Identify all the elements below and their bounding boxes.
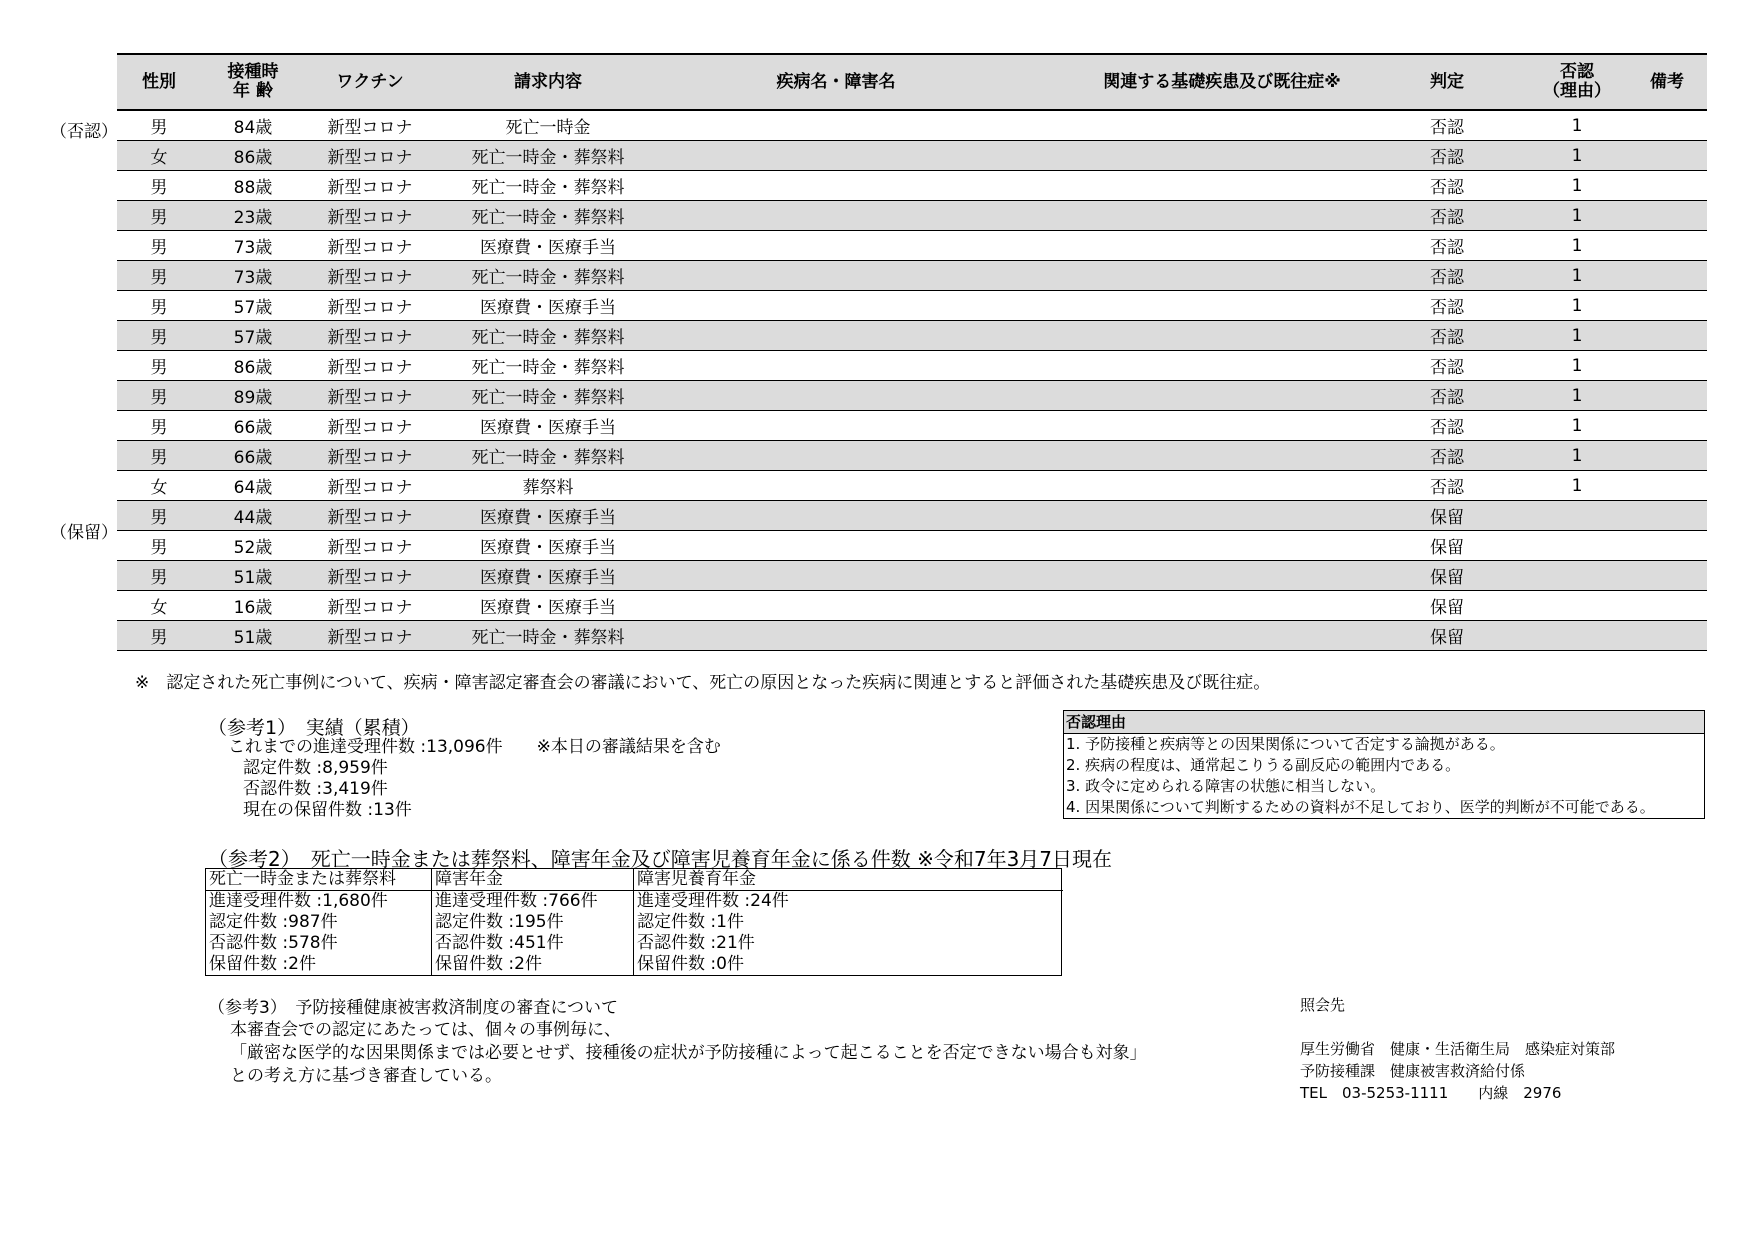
table-row [117,411,1707,441]
cell-age: 88歳 [233,178,273,198]
ref2-cell: 否認件数 :21件 [637,933,755,953]
contact-phone: TEL 03-5253-1111 内線 2976 [1300,1084,1562,1102]
cell-reason: 1 [1571,445,1583,466]
cell-reason: 1 [1571,175,1583,196]
cell-sex: 男 [150,298,168,318]
group-label-denied: （否認） [50,122,118,142]
ref2-cell: 進達受理件数 :24件 [637,891,789,911]
cell-age: 57歳 [233,328,273,348]
cell-sex: 男 [150,268,168,288]
cell-reason [1527,561,1627,590]
ref2-cell: 保留件数 :0件 [637,954,744,974]
cell-age: 23歳 [233,208,273,228]
header-age: 接種時 年 齢 [227,62,279,101]
table-row [117,231,1707,261]
cell-judgment: 否認 [1430,238,1464,258]
cell-judgment: 否認 [1430,478,1464,498]
header-judgment: 判定 [1430,71,1464,92]
cell-judgment: 否認 [1430,208,1464,228]
ref3-line1: 本審査会での認定にあたっては、個々の事例毎に、 [230,1020,621,1040]
claims-table [117,53,1707,651]
cell-age: 57歳 [233,298,273,318]
ref1-denied: 否認件数 :3,419件 [243,779,388,799]
cell-sex: 女 [150,598,168,618]
cell-reason: 1 [1571,475,1583,496]
ref2-cell: 保留件数 :2件 [435,954,542,974]
table-row [117,441,1707,471]
cell-vaccine: 新型コロナ [327,268,413,288]
cell-age: 89歳 [233,388,273,408]
ref2-cell: 保留件数 :2件 [209,954,316,974]
cell-judgment: 否認 [1430,448,1464,468]
table-row [117,621,1707,651]
cell-reason: 1 [1571,205,1583,226]
ref2-column-header: 障害児養育年金 [634,869,1063,891]
denial-reason-item: 3. 政令に定められる障害の状態に相当しない。 [1066,777,1386,795]
cell-sex: 男 [150,388,168,408]
table-row [117,351,1707,381]
header-sex: 性別 [142,71,176,92]
table-row [117,171,1707,201]
ref2-cell: 認定件数 :195件 [435,912,564,932]
cell-reason: 1 [1571,235,1583,256]
cell-sex: 女 [150,148,168,168]
cell-vaccine: 新型コロナ [327,628,413,648]
cell-reason: 1 [1571,295,1583,316]
cell-request: 医療費・医療手当 [480,508,616,528]
denial-reason-item: 4. 因果関係について判断するための資料が不足しており、医学的判断が不可能である。 [1066,798,1655,816]
cell-reason [1527,501,1627,530]
cell-age: 64歳 [233,478,273,498]
cell-vaccine: 新型コロナ [327,508,413,528]
cell-age: 52歳 [233,538,273,558]
cell-reason: 1 [1571,415,1583,436]
cell-vaccine: 新型コロナ [327,358,413,378]
cell-sex: 男 [150,178,168,198]
cell-age: 51歳 [233,628,273,648]
table-row [117,561,1707,591]
header-disease: 疾病名・障害名 [776,71,896,92]
cell-judgment: 否認 [1430,358,1464,378]
cell-reason [1527,621,1627,650]
cell-vaccine: 新型コロナ [327,538,413,558]
cell-judgment: 否認 [1430,268,1464,288]
cell-vaccine: 新型コロナ [327,418,413,438]
cell-age: 16歳 [233,598,273,618]
table-row [117,531,1707,561]
cell-sex: 男 [150,418,168,438]
ref2-title: （参考2） 死亡一時金または葬祭料、障害年金及び障害児養育年金に係る件数 ※令和7年3月7日現在 [208,847,1113,871]
cell-judgment: 否認 [1430,418,1464,438]
ref1-title: （参考1） 実績（累積） [208,717,420,739]
cell-sex: 男 [150,238,168,258]
cell-age: 51歳 [233,568,273,588]
cell-request: 葬祭料 [522,478,574,498]
denial-reason-item: 2. 疾病の程度は、通常起こりうる副反応の範囲内である。 [1066,756,1461,774]
table-row [117,261,1707,291]
ref3-line2: 「厳密な医学的な因果関係までは必要とせず、接種後の症状が予防接種によって起こることを否定できない場合も対象」 [230,1043,1147,1063]
cell-reason: 1 [1571,115,1583,136]
cell-age: 73歳 [233,268,273,288]
cell-request: 死亡一時金・葬祭料 [471,448,625,468]
cell-vaccine: 新型コロナ [327,598,413,618]
cell-judgment: 保留 [1430,538,1464,558]
table-row [117,201,1707,231]
cell-vaccine: 新型コロナ [327,478,413,498]
cell-request: 死亡一時金・葬祭料 [471,148,625,168]
cell-sex: 男 [150,508,168,528]
cell-reason: 1 [1571,385,1583,406]
ref2-cell: 否認件数 :451件 [435,933,564,953]
ref1-total: これまでの進達受理件数 :13,096件 ※本日の審議結果を含む [228,737,721,757]
cell-sex: 男 [150,448,168,468]
cell-judgment: 否認 [1430,388,1464,408]
cell-request: 死亡一時金・葬祭料 [471,358,625,378]
table-row [117,141,1707,171]
contact-label: 照会先 [1300,996,1346,1014]
table-body [117,111,1707,651]
ref2-column-header: 障害年金 [432,869,633,891]
table-row [117,321,1707,351]
ref2-cell: 進達受理件数 :1,680件 [209,891,388,911]
cell-request: 死亡一時金・葬祭料 [471,388,625,408]
cell-judgment: 否認 [1430,328,1464,348]
cell-vaccine: 新型コロナ [327,568,413,588]
header-vaccine: ワクチン [336,71,404,92]
cell-reason [1527,531,1627,560]
table-row [117,591,1707,621]
table-footnote: ※ 認定された死亡事例について、疾病・障害認定審査会の審議において、死亡の原因となった疾病に関連とすると評価された基礎疾患及び既往症。 [135,673,1271,693]
ref2-cell: 否認件数 :578件 [209,933,338,953]
cell-judgment: 保留 [1430,598,1464,618]
cell-request: 医療費・医療手当 [480,538,616,558]
cell-sex: 男 [150,568,168,588]
cell-request: 死亡一時金 [505,118,591,138]
cell-age: 86歳 [233,358,273,378]
header-request: 請求内容 [514,71,582,92]
cell-judgment: 否認 [1430,178,1464,198]
contact-section: 予防接種課 健康被害救済給付係 [1300,1062,1526,1080]
cell-vaccine: 新型コロナ [327,448,413,468]
ref2-cell: 進達受理件数 :766件 [435,891,598,911]
cell-vaccine: 新型コロナ [327,208,413,228]
table-row [117,111,1707,141]
cell-age: 66歳 [233,448,273,468]
header-remarks: 備考 [1650,71,1684,92]
denial-reason-item: 1. 予防接種と疾病等との因果関係について否定する論拠がある。 [1066,735,1505,753]
cell-vaccine: 新型コロナ [327,298,413,318]
cell-request: 医療費・医療手当 [480,298,616,318]
ref2-column-header: 死亡一時金または葬祭料 [206,869,431,891]
cell-vaccine: 新型コロナ [327,388,413,408]
header-reason: 否認 （理由） [1543,62,1611,101]
cell-reason: 1 [1571,355,1583,376]
cell-reason: 1 [1571,265,1583,286]
cell-judgment: 保留 [1430,628,1464,648]
table-row [117,501,1707,531]
ref2-column-disability-pension [432,869,634,975]
denial-reasons-title: 否認理由 [1064,711,1704,734]
cell-vaccine: 新型コロナ [327,178,413,198]
cell-reason: 1 [1571,145,1583,166]
cell-reason: 1 [1571,325,1583,346]
group-label-pending: （保留） [50,523,118,543]
cell-request: 死亡一時金・葬祭料 [471,268,625,288]
ref1-approved: 認定件数 :8,959件 [243,758,388,778]
cell-judgment: 保留 [1430,568,1464,588]
cell-request: 死亡一時金・葬祭料 [471,178,625,198]
ref1-pending: 現在の保留件数 :13件 [243,800,412,820]
cell-request: 死亡一時金・葬祭料 [471,208,625,228]
cell-vaccine: 新型コロナ [327,148,413,168]
ref2-cell: 認定件数 :1件 [637,912,744,932]
cell-age: 66歳 [233,418,273,438]
cell-request: 死亡一時金・葬祭料 [471,328,625,348]
cell-sex: 男 [150,538,168,558]
cell-age: 44歳 [233,508,273,528]
ref3-line3: との考え方に基づき審査している。 [230,1066,502,1086]
table-row [117,381,1707,411]
contact-ministry: 厚生労働省 健康・生活衛生局 感染症対策部 [1300,1040,1616,1058]
cell-request: 医療費・医療手当 [480,598,616,618]
cell-sex: 男 [150,628,168,648]
cell-sex: 男 [150,208,168,228]
table-row [117,471,1707,501]
cell-vaccine: 新型コロナ [327,118,413,138]
cell-request: 医療費・医療手当 [480,568,616,588]
table-header [117,53,1707,111]
cell-sex: 男 [150,118,168,138]
ref2-column-death [206,869,432,975]
cell-judgment: 否認 [1430,148,1464,168]
cell-sex: 男 [150,328,168,348]
ref2-cell: 認定件数 :987件 [209,912,338,932]
table-row [117,291,1707,321]
ref3-title: （参考3） 予防接種健康被害救済制度の審査について [208,998,618,1018]
cell-vaccine: 新型コロナ [327,238,413,258]
cell-judgment: 否認 [1430,118,1464,138]
cell-request: 医療費・医療手当 [480,238,616,258]
ref2-table [205,868,1062,976]
cell-age: 84歳 [233,118,273,138]
cell-vaccine: 新型コロナ [327,328,413,348]
cell-judgment: 否認 [1430,298,1464,318]
header-related: 関連する基礎疾患及び既往症※ [1103,71,1341,92]
ref2-column-child-pension [634,869,1063,975]
cell-age: 73歳 [233,238,273,258]
cell-request: 医療費・医療手当 [480,418,616,438]
cell-sex: 男 [150,358,168,378]
cell-judgment: 保留 [1430,508,1464,528]
cell-reason [1527,591,1627,620]
cell-age: 86歳 [233,148,273,168]
denial-reasons-box [1063,710,1705,819]
cell-sex: 女 [150,478,168,498]
cell-request: 死亡一時金・葬祭料 [471,628,625,648]
